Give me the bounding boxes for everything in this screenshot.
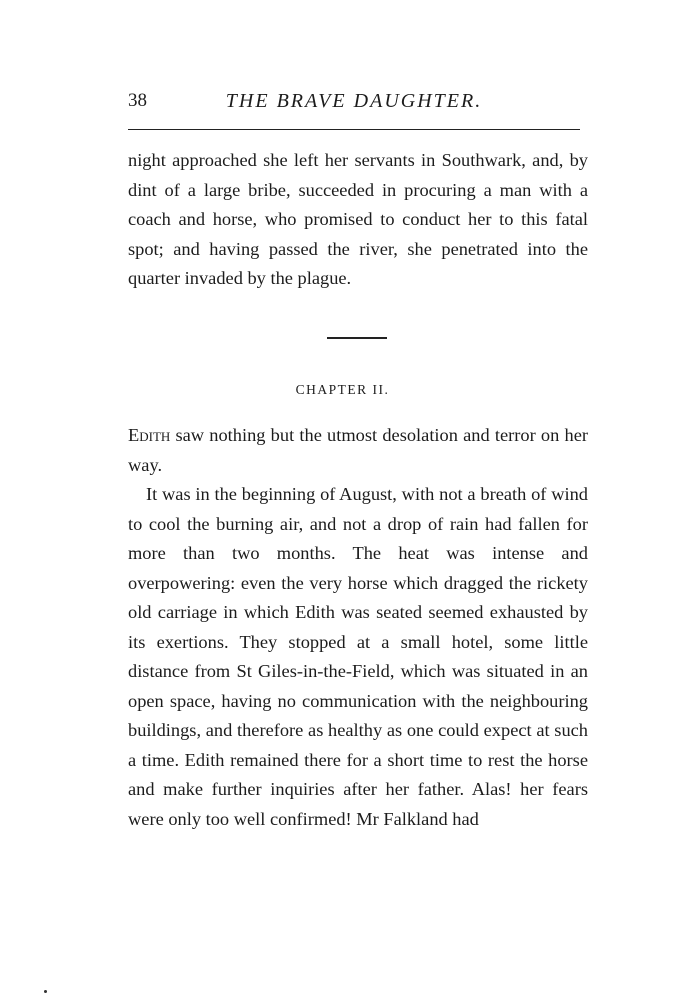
continuation-text: night approached she left her servants in Southwark, and, by dint of a large bribe, succeeded in procuring a man with a coach and horse, who promised to conduct her to this fatal spot; and having passed the river, she penetrated into the quarter invaded by the plague.: [128, 150, 588, 288]
stray-ink-mark: [44, 990, 47, 993]
opening-word: Edith: [128, 425, 171, 445]
chapter-first-paragraph: [128, 421, 588, 480]
chapter-body: [128, 421, 588, 834]
chapter-second-paragraph: It was in the beginning of August, with not a breath of wind to cool the burning air, and not a drop of rain had fallen for more than two months. The heat was intense and overpowering: even the very horse which dragged the rickety old carriage in which Edith was seated seemed exhausted by its exertions. They stopped at a small hotel, some little distance from St Giles-in-the-Field, which was situated in an open space, having no communication with the neighbouring buildings, and therefore as healthy as one could expect at such a time. Edith remained there for a short time to rest the horse and make further inquiries after her father. Alas! her fears were only too well confirmed! Mr Falkland had: [128, 484, 588, 829]
chapter-heading: CHAPTER II.: [295, 382, 390, 397]
running-title: THE BRAVE DAUGHTER.: [225, 90, 483, 112]
page-number: 38: [128, 90, 147, 111]
continuation-paragraph: [128, 146, 588, 294]
header-rule: [128, 129, 580, 130]
section-break-rule: [327, 337, 387, 339]
first-paragraph-text: saw nothing but the utmost desolation and terror on her way.: [128, 425, 588, 475]
page-header: [128, 90, 580, 118]
